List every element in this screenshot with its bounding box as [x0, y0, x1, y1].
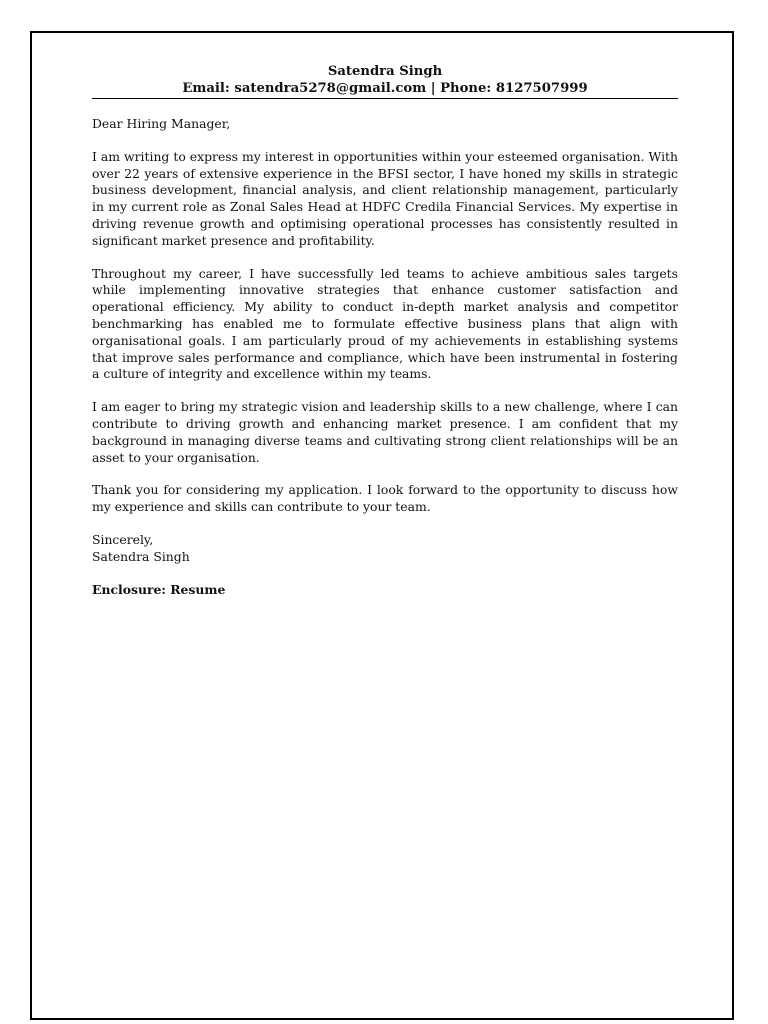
- body-paragraph-3: I am eager to bring my strategic vision and leadership skills to a new challenge, where I can contribute to driving growth and enhancing market presence. I am confident that my background in managing diverse teams and cultivating strong client relationships will be an asset to your organisation.: [92, 399, 678, 465]
- body-paragraph-2: Throughout my career, I have successfully led teams to achieve ambitious sales targets while implementing innovative strategies that enhance customer satisfaction and operational efficiency. My ability to conduct in-depth market analysis and competitor benchmarking has enabled me to formulate effective business plans that align with organisational goals. I am particularly proud of my achievements in establishing systems that improve sales performance and compliance, which have been instrumental in fostering a culture of integrity and excellence within my teams.: [92, 265, 678, 382]
- greeting: Dear Hiring Manager,: [92, 116, 231, 131]
- signature-name: Satendra Singh: [92, 548, 190, 564]
- letter-header: [92, 63, 678, 99]
- body-paragraph-1: I am writing to express my interest in opportunities within your esteemed organisation. With over 22 years of extensive experience in the BFSI sector, I have honed my skills in strategic business development, financial analysis, and client relationship management, particularly in my current role as Zonal Sales Head at HDFC Credila Financial Services. My expertise in driving revenue growth and optimising operational processes has consistently resulted in significant market presence and profitability.: [92, 148, 678, 248]
- cover-letter: [92, 63, 678, 598]
- enclosure-note: Enclosure: Resume: [92, 581, 226, 597]
- sender-contact: Email: satendra5278@gmail.com | Phone: 8127507999: [182, 81, 588, 96]
- closing-block: [92, 532, 678, 566]
- valediction: Sincerely,: [92, 531, 154, 547]
- body-paragraph-4: Thank you for considering my application. I look forward to the opportunity to discuss how my experience and skills can contribute to your team.: [92, 482, 678, 515]
- document-page: [30, 31, 734, 1020]
- sender-name: Satendra Singh: [327, 64, 443, 79]
